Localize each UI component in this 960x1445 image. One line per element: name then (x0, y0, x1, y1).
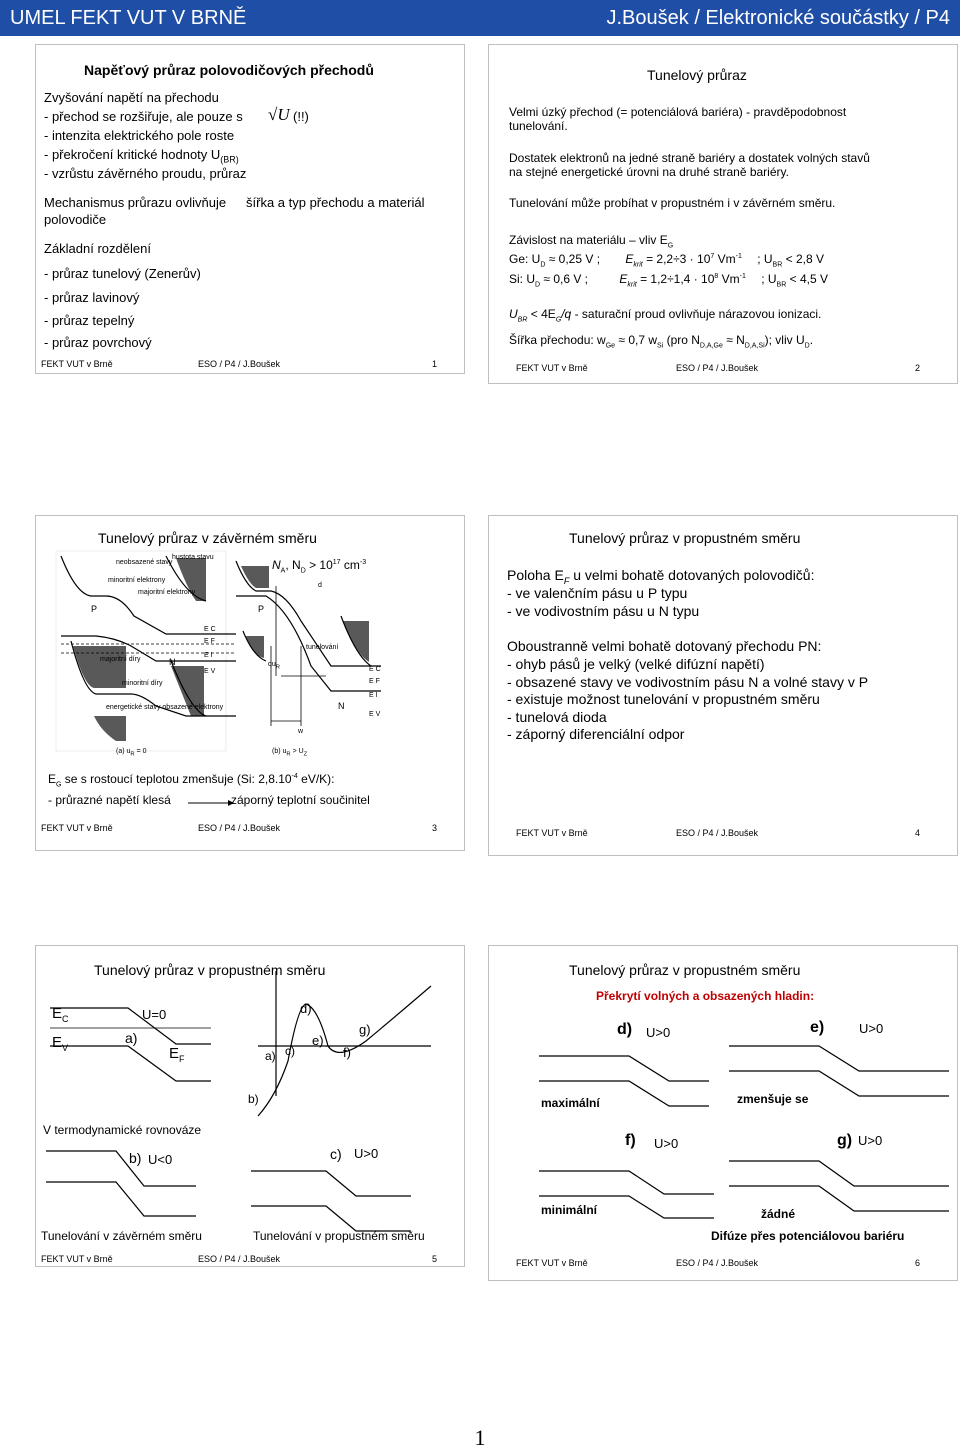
band-label: $E_F$ (169, 1045, 185, 1064)
diagram-caption: (a) $u_R = 0$ (116, 748, 147, 758)
diagram-label: majoritní díry (100, 656, 141, 663)
state-label: zmenšuje se (737, 1092, 809, 1106)
slide-number: 4 (915, 828, 921, 838)
footer-course: ESO / P4 / J.Boušek (676, 1258, 759, 1268)
text-line: záporný teplotní součinitel (231, 793, 370, 807)
slide-2 (488, 44, 958, 384)
case-label: f) (625, 1132, 636, 1149)
diagram-label: $qu_R$ (268, 661, 281, 671)
text-line: - ohyb pásů je velký (velké difúzní napětí) (507, 656, 765, 672)
formula-ge: Ge: $U_D \approx 0,25$ V ; $E_{krit} = 2,2\div 3 \cdot 10^7$ $Vm^{-1}$ ; $U_{BR} < 2,8$ V (509, 252, 824, 269)
case-label: a) (265, 1049, 276, 1063)
hatch-area (343, 621, 369, 662)
diagram-label: E V (204, 668, 216, 675)
case-label: b) (129, 1150, 142, 1166)
state-label: minimální (541, 1203, 598, 1217)
slide-title: Napěťový průraz polovodičových přechodů (84, 62, 374, 78)
diagram-label: E C (369, 666, 381, 673)
text-line: šířka a typ přechodu a materiál (246, 195, 425, 210)
slide-4 (488, 515, 958, 856)
state-label: žádné (761, 1207, 796, 1221)
diagram-label: E V (369, 711, 381, 718)
slide-title: Tunelový průraz v propustném směru (569, 530, 801, 546)
document-header (0, 0, 960, 36)
voltage-label: U>0 (654, 1136, 679, 1151)
text-line: - existuje možnost tunelování v propustném směru (507, 691, 820, 707)
case-label: c) (285, 1044, 295, 1058)
diagram-label: energetické stavy obsazené elektrony (106, 704, 224, 711)
formula-si: Si: $U_D \approx 0,6$ V ; $E_{krit} = 1,2\div 1,4 \cdot 10^8$ $Vm^{-1}$ ; $U_{BR} < 4,5$ V (509, 272, 828, 289)
case-label: d) (300, 1001, 312, 1016)
voltage-label: U<0 (148, 1152, 173, 1167)
hatch-area (246, 636, 264, 658)
hatch-area (73, 646, 126, 688)
highlight-text: Překrytí volných a obsazených hladin: (596, 989, 815, 1003)
footer-org: FEKT VUT v Brně (516, 363, 588, 373)
diagram-label: d (318, 582, 322, 589)
list-item: - průraz povrchový (44, 335, 152, 350)
footer-course: ESO / P4 / J.Boušek (676, 828, 759, 838)
footer-course: ESO / P4 / J.Boušek (198, 1254, 281, 1264)
text-line: - ve valenčním pásu u P typu (507, 585, 688, 601)
arrow-icon (188, 799, 234, 807)
diagram-label: N (338, 701, 345, 711)
text-line: V termodynamické rovnováze (43, 1123, 202, 1137)
diagram-label: minoritní díry (122, 680, 163, 687)
slide-3 (35, 515, 465, 851)
list-item: - průraz lavinový (44, 290, 140, 305)
diagram-label: E F (369, 678, 380, 685)
slide-title: Tunelový průraz v propustném směru (569, 962, 801, 978)
diagram-label: hustota stavu (172, 554, 214, 561)
text-line: Dostatek elektronů na jedné straně bariéry a dostatek volných stavů (509, 151, 870, 165)
text-line: - průrazné napětí klesá (48, 793, 171, 807)
slide-number: 1 (432, 359, 438, 369)
footer-org: FEKT VUT v Brně (41, 1254, 113, 1264)
case-label: g) (359, 1022, 371, 1037)
case-label: f) (343, 1045, 351, 1060)
voltage-label: U>0 (858, 1133, 883, 1148)
formula-width: Šířka přechodu: $w_{Ge} \approx 0,7$ $w_{Si}$ (pro $N_{D,A,Ge} \approx N_{D,A,Si}$); vliv $U_D$. (509, 333, 814, 350)
case-label: a) (125, 1030, 138, 1046)
slide-number: 5 (432, 1254, 438, 1264)
footer-course: ESO / P4 / J.Boušek (198, 823, 281, 833)
text-line: $E_G$ se s rostoucí teplotou zmenšuje (Si: $2,8.10^{-4}$ eV/K): (48, 772, 335, 789)
text-line: - intenzita elektrického pole roste (44, 128, 235, 143)
slide-6 (488, 945, 958, 1281)
diagram-label: E I (204, 652, 213, 659)
footer-course: ESO / P4 / J.Boušek (198, 359, 281, 369)
text-line: Zvyšování napětí na přechodu (44, 90, 219, 105)
slide-title: Tunelový průraz v závěrném směru (98, 530, 317, 546)
text-line: tunelování. (509, 119, 568, 133)
footer-org: FEKT VUT v Brně (41, 823, 113, 833)
band-label: $E_C$ (52, 1005, 69, 1024)
header-right: J.Boušek / Elektronické součástky / P4 (606, 6, 950, 29)
doping-label: $N_A$, $N_D > 10^{17}$ $cm^{-3}$ (272, 558, 367, 575)
band-diagram-b (231, 516, 431, 756)
case-label: d) (617, 1021, 633, 1038)
header-left: UMEL FEKT VUT V BRNĚ (10, 6, 247, 29)
voltage-label: U>0 (646, 1025, 671, 1040)
text-line: Tunelování může probíhat v propustném i v závěrném směru. (509, 196, 836, 210)
case-label: g) (837, 1132, 853, 1149)
voltage-label: U>0 (354, 1146, 379, 1161)
state-label: maximální (541, 1096, 600, 1110)
slide-title: Tunelový průraz v propustném směru (94, 962, 326, 978)
slide-number: 2 (915, 363, 921, 373)
caption: Tunelování v propustném směru (253, 1229, 425, 1243)
caption: Tunelování v závěrném směru (41, 1229, 202, 1243)
diagram-label: w (298, 728, 304, 735)
text-line: Základní rozdělení (44, 241, 151, 256)
case-label: b) (248, 1092, 259, 1106)
text-line: Oboustranně velmi bohatě dotovaný přechodu PN: (507, 638, 822, 654)
case-label: e) (810, 1019, 825, 1036)
page-number: 1 (474, 1425, 486, 1445)
slide-number: 3 (432, 823, 438, 833)
caption: Difúze přes potenciálovou bariéru (711, 1229, 905, 1243)
diagram-label: E I (369, 692, 378, 699)
sqrt-u-formula: √U (268, 105, 290, 124)
diagram-label: P (258, 604, 265, 614)
band-label: $E_V$ (52, 1034, 69, 1053)
text-line: (!!) (293, 109, 309, 124)
text-line: Závislost na materiálu – vliv $E_G$ (509, 233, 674, 250)
slide-1 (35, 44, 465, 374)
diagram-label: neobsazené stavy (116, 559, 173, 566)
diagram-label: N (169, 657, 176, 667)
list-item: - průraz tunelový (Zenerův) (44, 266, 201, 281)
text-line: polovodiče (44, 212, 107, 227)
hatch-area (94, 716, 126, 741)
case-label: c) (330, 1146, 342, 1162)
text-line: - překročení kritické hodnoty $U_{(BR)}$ (44, 147, 239, 165)
text-line: Poloha $E_F$ u velmi bohatě dotovaných polovodičů: (507, 567, 815, 586)
footer-org: FEKT VUT v Brně (516, 828, 588, 838)
diagram-label: majoritní elektrony (138, 589, 196, 596)
list-item: - průraz tepelný (44, 313, 135, 328)
text-line: - ve vodivostním pásu u N typu (507, 603, 700, 619)
diagram-label: E C (204, 626, 216, 633)
text-line: na stejné energetické úrovni na druhé straně bariéry. (509, 165, 789, 179)
diagram-label: tunelování (306, 644, 339, 651)
voltage-label: U>0 (859, 1021, 884, 1036)
footer-org: FEKT VUT v Brně (516, 1258, 588, 1268)
diagram-label: P (91, 604, 98, 614)
text-line: Mechanismus průrazu ovlivňuje (44, 195, 227, 210)
text-line: - obsazené stavy ve vodivostním pásu N a volné stavy v P (507, 674, 869, 690)
text-line: - vzrůstu závěrného proudu, průraz (44, 166, 247, 181)
text-line: Velmi úzký přechod (= potenciálová bariéra) - pravděpodobnost (509, 105, 847, 119)
text-line: - přechod se rozšiřuje, ale pouze s (44, 109, 243, 124)
text-line: - tunelová dioda (507, 709, 607, 725)
hatch-area (241, 566, 269, 588)
text-line: - záporný diferenciální odpor (507, 726, 685, 742)
diagram-caption: (b) $u_R > U_Z$ (272, 748, 308, 758)
formula-ubr: $U_{BR} < 4E_G/q$ - saturační proud ovlivňuje nárazovou ionizaci. (509, 307, 822, 324)
diagram-label: minoritní elektrony (108, 577, 166, 584)
footer-course: ESO / P4 / J.Boušek (676, 363, 759, 373)
slide-number: 6 (915, 1258, 921, 1268)
slide-title: Tunelový průraz (647, 67, 747, 83)
voltage-label: U=0 (142, 1007, 167, 1022)
slide-5 (35, 945, 465, 1267)
footer-org: FEKT VUT v Brně (41, 359, 113, 369)
case-label: e) (312, 1033, 324, 1048)
diagram-label: E F (204, 638, 215, 645)
